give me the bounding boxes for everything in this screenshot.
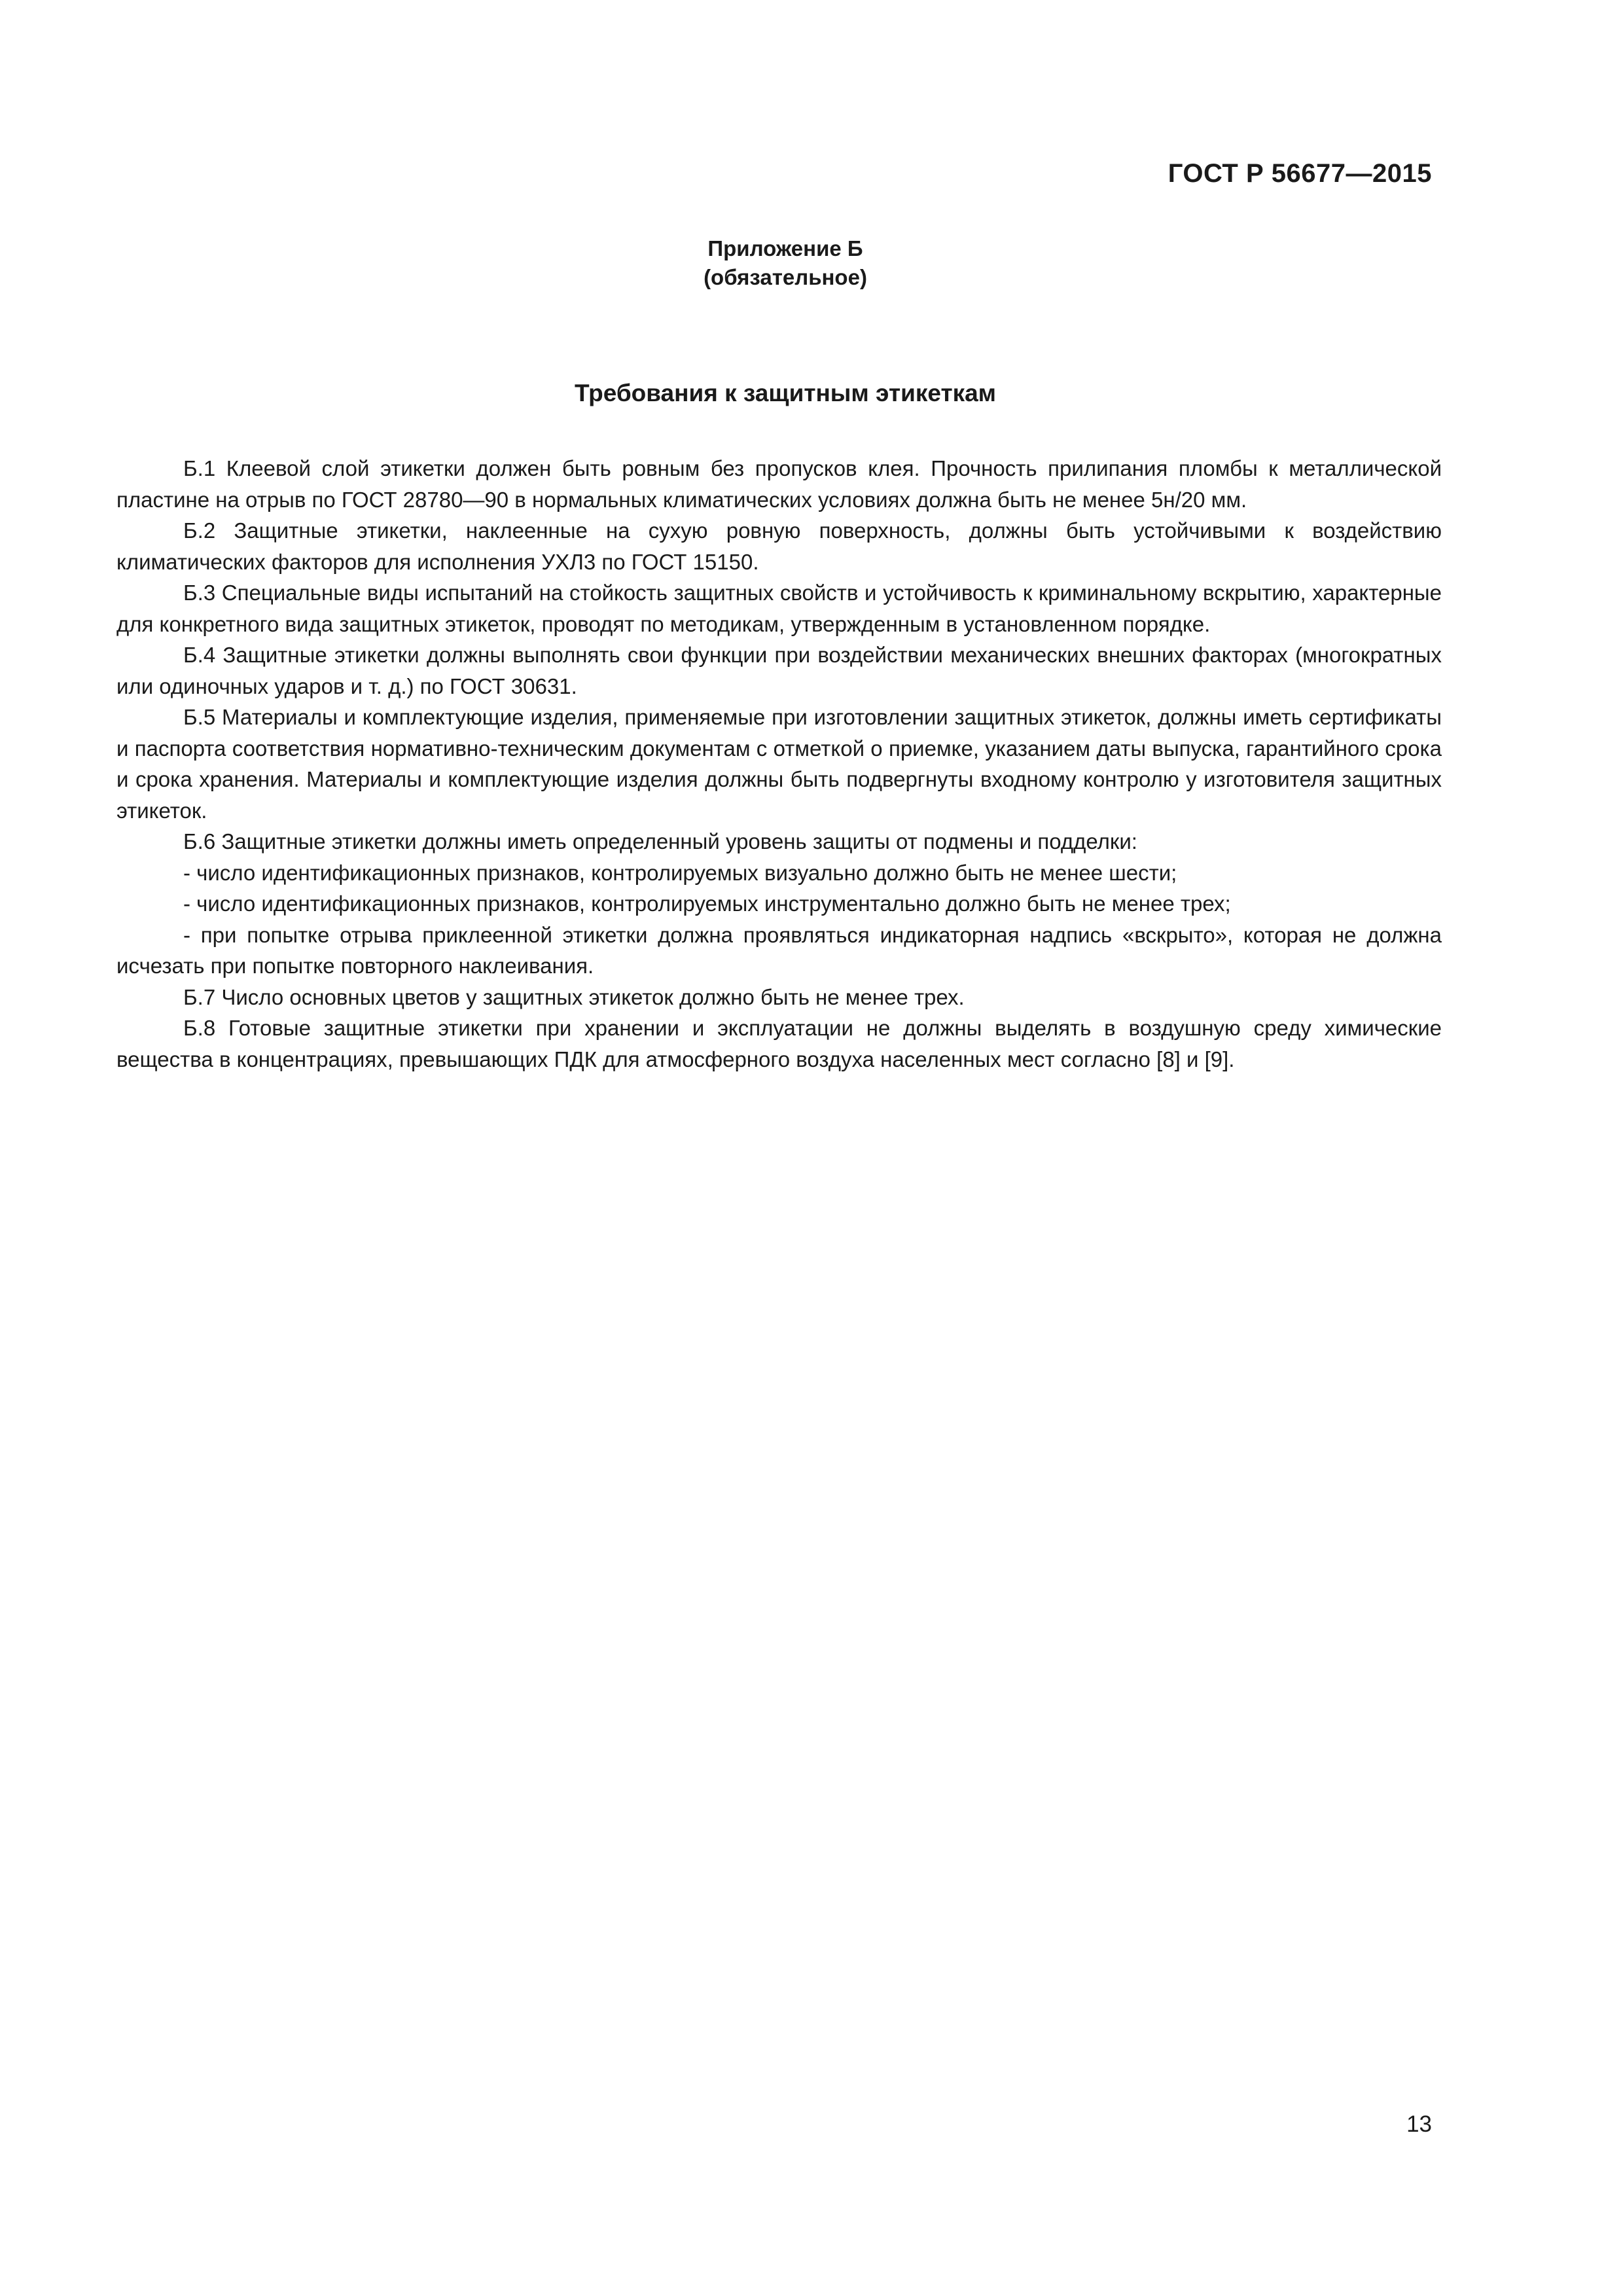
- appendix-heading: [0, 234, 1571, 292]
- body-text: [116, 453, 1442, 1075]
- paragraph-b3: Б.3 Специальные виды испытаний на стойкость защитных свойств и устойчивость к криминальному вскрытию, характерные для конкретного вида защитных этикеток, проводят по методикам, утвержденным в установленном порядке.: [116, 581, 1442, 636]
- paragraph-b7: Б.7 Число основных цветов у защитных этикеток должно быть не менее трех.: [183, 984, 965, 1009]
- paragraph-b4: Б.4 Защитные этикетки должны выполнять свои функции при воздействии механических внешних факторах (многократных или одиночных ударов и т. д.) по ГОСТ 30631.: [116, 643, 1442, 698]
- appendix-title: Приложение Б: [707, 236, 863, 260]
- paragraph-b5: Б.5 Материалы и комплектующие изделия, применяемые при изготовлении защитных этикеток, должны иметь сертификаты и паспорта соответствия нормативно-техническим документам с отметкой о приемке, указанием даты выпуска, гарантийного срока и срока хранения. Материалы и комплектующие изделия должны быть подвергнуты входному контролю у изготовителя защитных этикеток.: [116, 705, 1442, 823]
- paragraph-b8: Б.8 Готовые защитные этикетки при хранении и эксплуатации не должны выделять в воздушную среду химические вещества в концентрациях, превышающих ПДК для атмосферного воздуха населенных мест согласно [8] и [9].: [116, 1016, 1442, 1071]
- list-item-instrumental-features: - число идентификационных признаков, контролируемых инструментально должно быть не менее трех;: [183, 891, 1231, 916]
- document-code: ГОСТ Р 56677—2015: [1168, 159, 1432, 188]
- list-item-visual-features: - число идентификационных признаков, контролируемых визуально должно быть не менее шести;: [183, 860, 1177, 885]
- paragraph-b1: Б.1 Клеевой слой этикетки должен быть ровным без пропусков клея. Прочность прилипания пломбы к металлической пластине на отрыв по ГОСТ 28780—90 в нормальных климатических условиях должна быть не менее 5н/20 мм.: [116, 456, 1442, 512]
- list-item-tamper-indicator: - при попытке отрыва приклеенной этикетки должна проявляться индикаторная надпись «вскрыто», которая не должна исчезать при попытке повторного наклеивания.: [116, 922, 1442, 978]
- appendix-status: (обязательное): [704, 265, 867, 289]
- paragraph-b2: Б.2 Защитные этикетки, наклеенные на сухую ровную поверхность, должны быть устойчивыми к воздействию климатических факторов для исполнения УХЛ3 по ГОСТ 15150.: [116, 518, 1442, 574]
- paragraph-b6: Б.6 Защитные этикетки должны иметь определенный уровень защиты от подмены и подделки:: [183, 829, 1137, 853]
- section-title: Требования к защитным этикеткам: [574, 380, 997, 406]
- page-number: 13: [1406, 2111, 1432, 2137]
